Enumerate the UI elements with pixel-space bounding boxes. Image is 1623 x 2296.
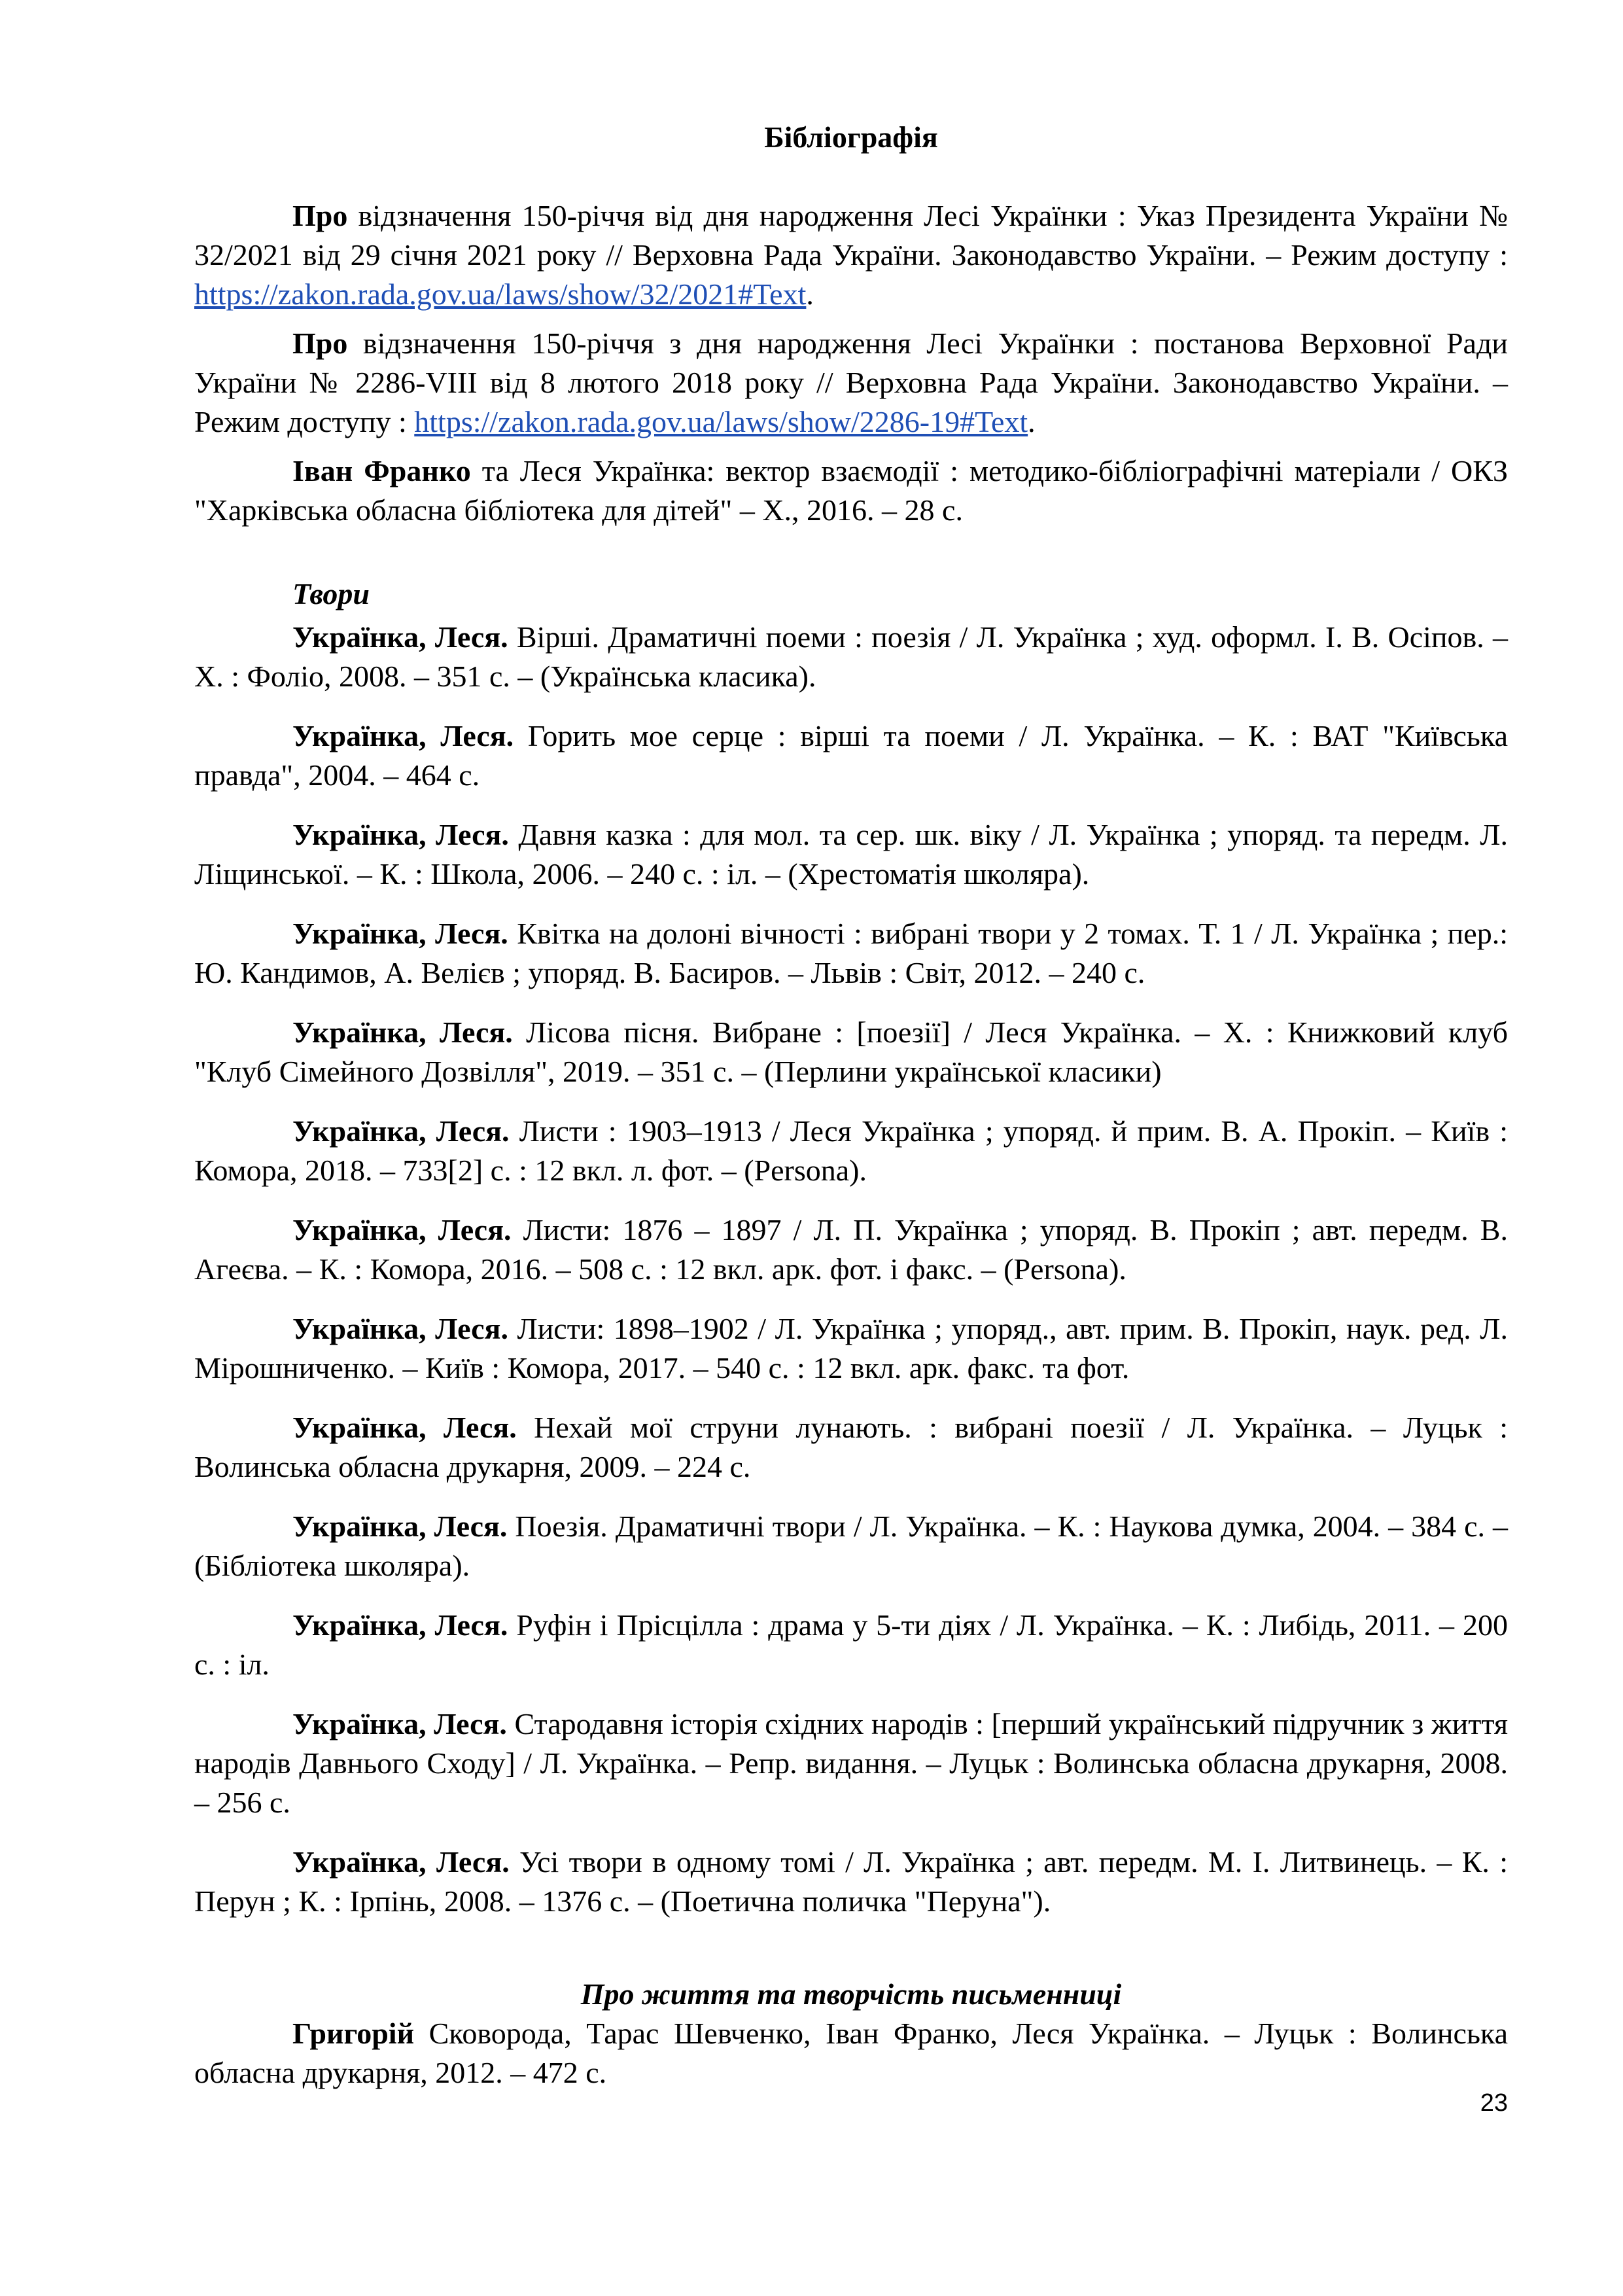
bib-entry: [194, 1112, 1508, 1190]
entry-text: Лісова пісня. Вибране : [поезії] / Леся Українка. – Х. : Книжковий клуб "Клуб Сімейного Дозвілля", 2019. – 351 с. – (Перлини української класики): [194, 1016, 1508, 1088]
entry-text: Листи: 1876 – 1897 / Л. П. Українка ; упоряд. В. Прокіп ; авт. передм. В. Агеєва. – К. : Комора, 2016. – 508 с. : 12 вкл. арк. фот. і факс. – (Persona).: [194, 1213, 1508, 1286]
entry-text: та Леся Українка: вектор взаємодії : методико-бібліографічні матеріали / ОКЗ "Харківська обласна бібліотека для дітей" – Х., 2016. – 28 с.: [194, 454, 1508, 527]
bib-entry: [194, 1013, 1508, 1091]
entry-lead: Українка, Леся.: [292, 1016, 513, 1049]
page-title: Бібліографія: [764, 120, 938, 154]
intro-section: [194, 196, 1508, 530]
entry-link[interactable]: https://zakon.rada.gov.ua/laws/show/2286-19#Text: [414, 405, 1028, 438]
entry-lead: Українка, Леся.: [292, 1411, 517, 1444]
entry-text: Сковорода, Тарас Шевченко, Іван Франко, Леся Українка. – Луцьк : Волинська обласна друкарня, 2012. – 472 с.: [194, 2017, 1508, 2089]
entry-text: Давня казка : для мол. та сер. шк. віку / Л. Українка ; упоряд. та передм. Л. Ліщинської. – К. : Школа, 2006. – 240 с. : іл. – (Хрестоматія школяра).: [194, 818, 1508, 891]
entry-lead: Українка, Леся.: [292, 1114, 510, 1148]
entry-lead: Українка, Леся.: [292, 620, 508, 654]
entry-lead: Українка, Леся.: [292, 1707, 507, 1740]
bib-entry: [194, 1843, 1508, 1921]
entry-lead: Іван Франко: [292, 454, 471, 487]
entry-lead: Українка, Леся.: [292, 1608, 508, 1642]
entry-text: Листи: 1898–1902 / Л. Українка ; упоряд., авт. прим. В. Прокіп, наук. ред. Л. Мірошниченко. – Київ : Комора, 2017. – 540 с. : 12 вкл. арк. факс. та фот.: [194, 1312, 1508, 1385]
entry-text: Листи : 1903–1913 / Леся Українка ; упоряд. й прим. В. А. Прокіп. – Київ : Комора, 2018. – 733[2] с. : 12 вкл. л. фот. – (Persona).: [194, 1114, 1508, 1187]
bib-entry: [194, 1210, 1508, 1289]
bib-entry: [194, 716, 1508, 795]
bib-entry: [194, 196, 1508, 314]
entry-lead: Українка, Леся.: [292, 818, 509, 851]
entry-lead: Українка, Леся.: [292, 1510, 508, 1543]
entry-text: Руфін і Прісцілла : драма у 5-ти діях / Л. Українка. – К. : Либідь, 2011. – 200 с. : іл.: [194, 1608, 1508, 1681]
entry-link[interactable]: https://zakon.rada.gov.ua/laws/show/32/2021#Text: [194, 277, 807, 311]
bib-entry: [194, 1408, 1508, 1487]
bib-entry: [194, 914, 1508, 993]
entry-text: Стародавня історія східних народів : [перший український підручник з життя народів Давнього Сходу] / Л. Українка. – Репр. видання. – Луцьк : Волинська обласна друкарня, 2008. – 256 с.: [194, 1707, 1508, 1819]
entry-text: Поезія. Драматичні твори / Л. Українка. – К. : Наукова думка, 2004. – 384 с. – (Бібліотека школяра).: [194, 1510, 1508, 1582]
entry-lead: Українка, Леся.: [292, 1845, 510, 1879]
entry-lead: Українка, Леся.: [292, 1312, 508, 1345]
bib-entry: [194, 618, 1508, 696]
entry-tail: .: [806, 277, 814, 311]
bib-entry: [194, 451, 1508, 530]
bib-entry: [194, 815, 1508, 894]
works-section: [194, 618, 1508, 1921]
entry-text: Нехай мої струни лунають. : вибрані поезії / Л. Українка. – Луцьк : Волинська обласна друкарня, 2009. – 224 с.: [194, 1411, 1508, 1483]
bib-entry: [194, 1606, 1508, 1684]
bib-entry: [194, 1704, 1508, 1822]
entry-text: Вірші. Драматичні поеми : поезія / Л. Українка ; худ. оформл. І. В. Осіпов. – Х. : Фоліо, 2008. – 351 с. – (Українська класика).: [194, 620, 1508, 693]
document-page: [194, 111, 1508, 2093]
entry-text: відзначення 150-річчя з дня народження Лесі Українки : постанова Верховної Ради України № 2286-VIII від 8 лютого 2018 року // Верховна Рада України. Законодавство України. – Режим доступу :: [194, 327, 1508, 438]
bib-entry: [194, 324, 1508, 442]
entry-tail: .: [1028, 405, 1036, 438]
works-heading: Твори: [292, 577, 370, 610]
entry-lead: Григорій: [292, 2017, 415, 2050]
page-number: 23: [1480, 2089, 1508, 2117]
entry-text: відзначення 150-річчя від дня народження Лесі Українки : Указ Президента України № 32/2021 від 29 січня 2021 року // Верховна Рада України. Законодавство України. – Режим доступу :: [194, 199, 1508, 272]
life-section: [194, 2014, 1508, 2093]
entry-text: Горить мое серце : вірші та поеми / Л. Українка. – К. : ВАТ "Київська правда", 2004. – 464 с.: [194, 719, 1508, 792]
bib-entry: [194, 1507, 1508, 1585]
bib-entry: [194, 1309, 1508, 1388]
entry-lead: Українка, Леся.: [292, 917, 508, 950]
entry-text: Усі твори в одному томі / Л. Українка ; авт. передм. М. І. Литвинець. – К. : Перун ; К. : Ірпінь, 2008. – 1376 с. – (Поетична поличка "Перуна").: [194, 1845, 1508, 1918]
bib-entry: [194, 2014, 1508, 2093]
life-heading: Про життя та творчість письменниці: [580, 1977, 1122, 2011]
entry-lead: Українка, Леся.: [292, 1213, 512, 1246]
entry-text: Квітка на долоні вічності : вибрані твори у 2 томах. Т. 1 / Л. Українка ; пер.: Ю. Кандимов, А. Велієв ; упоряд. В. Басиров. – Львів : Світ, 2012. – 240 с.: [194, 917, 1508, 989]
entry-lead: Про: [292, 327, 348, 360]
entry-lead: Про: [292, 199, 348, 232]
entry-lead: Українка, Леся.: [292, 719, 514, 752]
